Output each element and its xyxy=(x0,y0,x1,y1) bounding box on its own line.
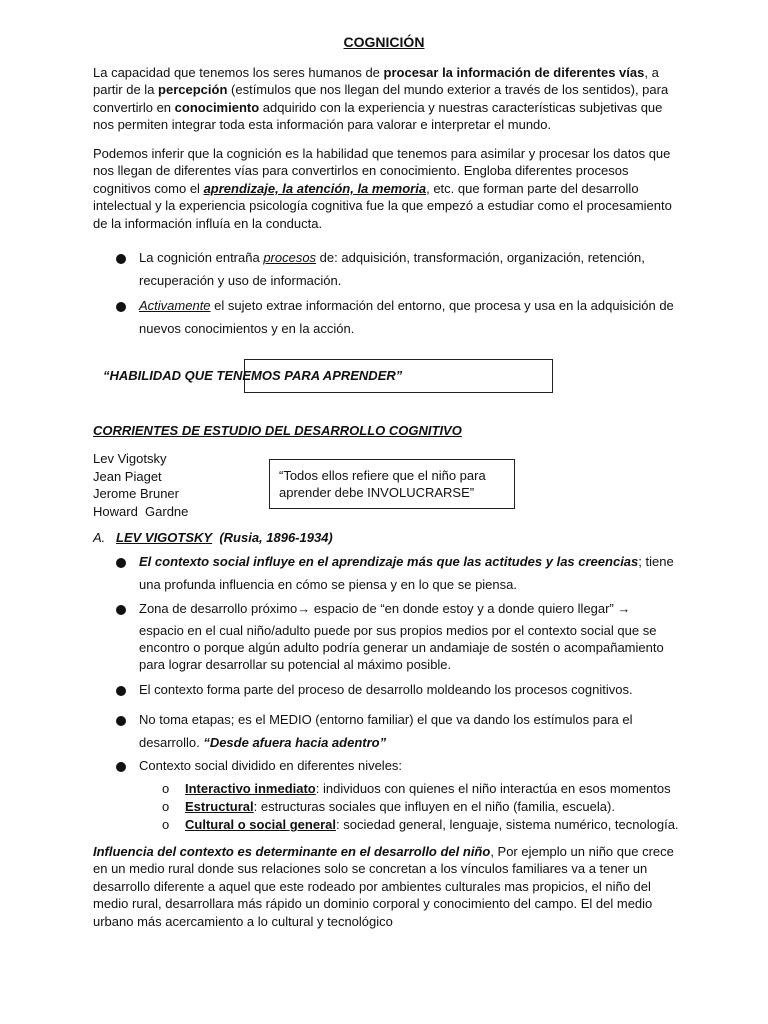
bullet1-emphasis: procesos xyxy=(263,250,317,265)
final-paragraph xyxy=(93,843,679,930)
p2-text-a: Podemos inferir que la cognición es la habilidad que tenemos para asimilar y procesar los datos que nos llegan de diferentes vías para convertirlos en conocimiento. Engloba diferentes procesos cognitivos como el xyxy=(93,146,671,196)
sub-item-estructural xyxy=(185,799,685,814)
sub-item-text: : individuos con quienes el niño interactúa en esos momentos xyxy=(315,781,671,796)
bullet-dot xyxy=(116,558,126,568)
authors-box-text: “Todos ellos refiere que el niño para aprender debe INVOLUCRARSE” xyxy=(279,468,486,500)
section-a-name: LEV VIGOTSKY xyxy=(116,530,213,545)
second-paragraph xyxy=(93,145,679,232)
section-a-letter: A. xyxy=(93,530,106,545)
final-bold: Influencia del contexto es determinante en el desarrollo del niño xyxy=(93,844,491,859)
final-text: , Por ejemplo un niño que crece en un medio rural donde sus relaciones solo se concretan a los vínculos familiares va a tener un desarrollo diferente a aquel que este rodeado por ambientes culturales mas propicios, el niño del medio rural, desarrollara más rápido un dominio corporal y conocimiento del campo. El del medio urbano más acercamiento a lo cultural y tecnológico xyxy=(93,844,674,929)
p2-emphasis: aprendizaje, la atención, la memoria xyxy=(203,180,427,196)
sub-bullet-marker: o xyxy=(162,817,170,832)
sub-item-text: : estructuras sociales que influyen en el niño (familia, escuela). xyxy=(253,799,615,814)
sub-item-text: : sociedad general, lenguaje, sistema numérico, tecnología. xyxy=(336,817,679,832)
bullet2-text-c: el sujeto extrae información del entorno, que procesa y usa en la adquisición de nuevos conocimientos y en la acción. xyxy=(139,298,674,336)
sub-bullet-marker: o xyxy=(162,781,170,796)
bullet-dot xyxy=(116,302,126,312)
bullet-a1-bold: El contexto social influye en el aprendizaje más que las actitudes y las creencias xyxy=(139,554,639,569)
bullet-dot xyxy=(116,716,126,726)
bullet-item-moldeando: El contexto forma parte del proceso de desarrollo moldeando los procesos cognitivos. xyxy=(139,682,633,697)
bullet-item-medio xyxy=(139,709,679,754)
page-title: COGNICIÓN xyxy=(343,34,425,50)
author-item: Jerome Bruner xyxy=(93,486,179,502)
bullet-dot xyxy=(116,762,126,772)
p1-bold-f: conocimiento xyxy=(174,99,260,115)
p1-bold-b: procesar la información de diferentes vías xyxy=(383,65,645,80)
author-item: Jean Piaget xyxy=(93,468,162,484)
bullet-dot xyxy=(116,686,126,696)
sub-item-label: Estructural xyxy=(185,799,254,814)
bullet-dot xyxy=(116,605,126,615)
sub-item-interactivo xyxy=(185,781,685,796)
p1-text-c: , a partir de la xyxy=(93,65,659,98)
bullet-a4-text: No toma etapas; es el MEDIO (entorno familiar) el que va dando los estímulos para el desarrollo. xyxy=(139,712,633,750)
quote-box-text: “HABILIDAD QUE TENEMOS PARA APRENDER” xyxy=(103,368,403,383)
bullet-item-contexto-social xyxy=(139,551,679,596)
p1-text-e: (estímulos que nos llegan del mundo exterior a través de los sentidos), para convertirlo en xyxy=(93,82,669,115)
section-a-years: (Rusia, 1896-1934) xyxy=(219,530,333,545)
sub-item-label: Interactivo inmediato xyxy=(185,781,316,796)
sub-item-cultural xyxy=(185,817,685,832)
p1-text-g: adquirido con la experiencia y nuestras características subjetivas que nos permiten integrar toda esta información para valorar e interpretar el mundo. xyxy=(93,99,663,133)
author-item: Howard Gardne xyxy=(93,503,189,519)
bullet2-emphasis: Activamente xyxy=(139,298,211,313)
bullet-a4-quote: “Desde afuera hacia adentro” xyxy=(203,734,387,750)
bullet-item-procesos xyxy=(139,247,679,292)
bullet-dot xyxy=(116,254,126,264)
section-a-heading xyxy=(116,530,333,545)
bullet-a1-rest: ; tiene una profunda influencia en cómo se piensa y en lo que se piensa. xyxy=(139,554,674,592)
bullet1-text-a: La cognición entraña xyxy=(139,250,264,265)
bullet-item-activamente xyxy=(139,295,679,340)
p2-text-c: , etc. que forman parte del desarrollo intelectual y la experiencia psicología cognitiva fue la que empezó a estudiar como el procesamiento de la información influía en la conducta. xyxy=(93,180,672,231)
bullet-a2-rest: espacio en el cual niño/adulto puede por sus propios medios por el contexto social que se encontro o porque algún adulto podría generar un andamiaje de sostén o acompañamiento para lograr desarrollar su potencial al máximo posible. xyxy=(139,622,664,673)
bullet-item-niveles: Contexto social dividido en diferentes niveles: xyxy=(139,758,403,773)
p1-text-a: La capacidad que tenemos los seres humanos de xyxy=(93,65,384,80)
p1-bold-d: percepción xyxy=(158,82,228,98)
intro-paragraph xyxy=(93,64,679,134)
sub-item-label: Cultural o social general xyxy=(185,817,336,832)
bullet-item-zona-desarrollo xyxy=(139,598,679,674)
author-item: Lev Vigotsky xyxy=(93,451,167,466)
section-heading: CORRIENTES DE ESTUDIO DEL DESARROLLO COGNITIVO xyxy=(93,423,462,438)
bullet1-text-c: de: adquisición, transformación, organización, retención, recuperación y uso de información. xyxy=(139,250,645,288)
bullet-a2-line1: Zona de desarrollo próximo→ espacio de “en donde estoy y a donde quiero llegar” → xyxy=(139,601,631,616)
sub-bullet-marker: o xyxy=(162,799,170,814)
authors-list xyxy=(93,450,188,520)
